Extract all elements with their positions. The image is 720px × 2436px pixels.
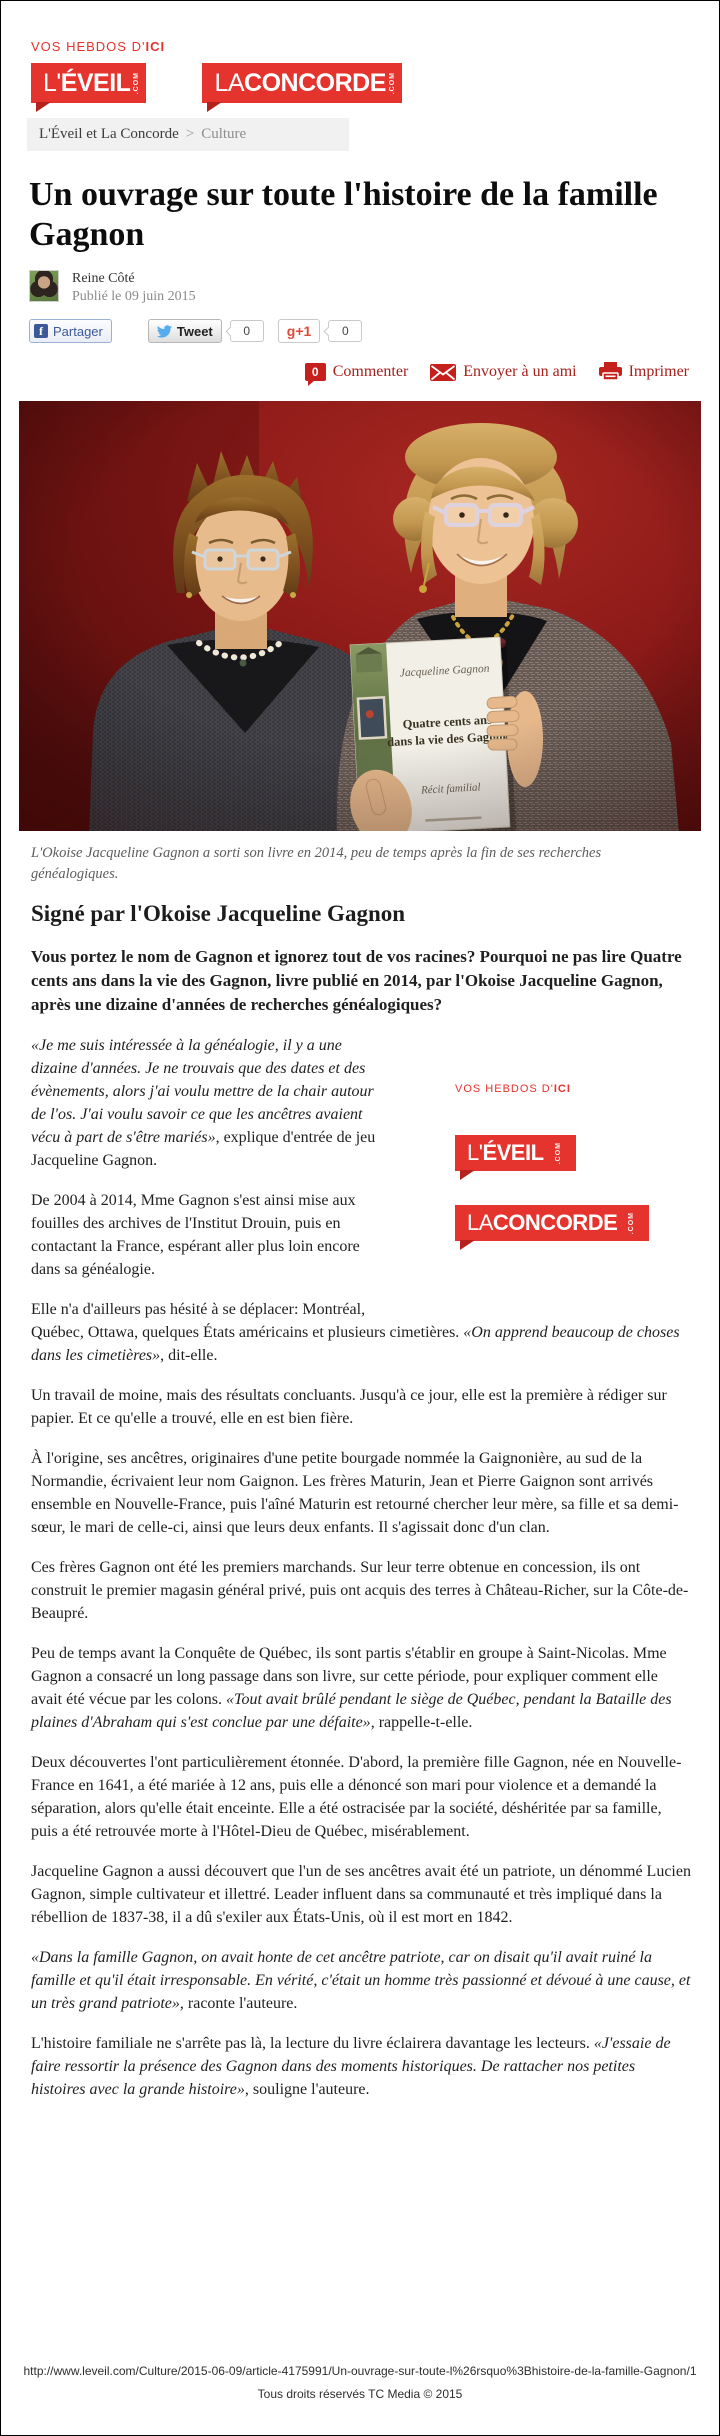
gplus-button[interactable]: g +1 xyxy=(278,319,321,343)
logo-row xyxy=(31,63,719,103)
paragraph: Deux découvertes l'ont particulièrement étonnée. D'abord, la première fille Gagnon, née en Nouvelle-France en 1641, a été mariée à 12 ans, puis elle a dénoncé son mari pour violence et a demandé la séparation, alors qu'elle était enceinte. Elle a été ostracisée par la société, déshéritée par sa famille, puis a été retrouvée morte à l'Hôtel-Dieu de Québec, misérablement. xyxy=(31,1754,682,1841)
breadcrumb xyxy=(27,118,349,151)
paragraph: Peu de temps avant la Conquête de Québec, ils sont partis s'établir en groupe à Saint-Nicolas. Mme Gagnon a consacré un long passage dans son livre, sur cette période, pour expliquer comment elle avait été vécue par les colons. «Tout avait brûlé pendant le siège de Québec, pendant la Bataille des plaines d'Abraham qui s'est conclue par une défaite», rappelle-t-elle. xyxy=(31,1645,672,1732)
paragraph: L'histoire familiale ne s'arrête pas là, la lecture du livre éclairera davantage les lecteurs. «J'essaie de faire ressortir la présence des Gagnon dans des moments historiques. De rattacher nos petites histoires avec la grande histoire», souligne l'auteure. xyxy=(31,2035,671,2099)
paragraph: Jacqueline Gagnon a aussi découvert que l'un de ses ancêtres avait été un patriote, un dénommé Lucien Gagnon, simple cultivateur et illettré. Leader influent dans sa communauté et très impliqué dans la rébellion de 1837-38, il a dû s'exiler aux États-Unis, où il est mort en 1842. xyxy=(31,1863,691,1927)
envelope-icon xyxy=(430,364,456,381)
ad-leveil-logo[interactable]: L'ÉVEIL .COM xyxy=(455,1135,576,1171)
source-url: http://www.leveil.com/Culture/2015-06-09/article-4175991/Un-ouvrage-sur-toute-l%26rsquo%3Bhistoire-de-la-famille-Gagnon/1 xyxy=(23,2364,697,2378)
brand-tagline: VOS HEBDOS D'ICI xyxy=(31,39,166,54)
article-photo xyxy=(19,401,701,831)
publish-date: Publié le 09 juin 2015 xyxy=(72,289,196,305)
article-actions xyxy=(29,362,689,382)
ad-laconcorde-logo[interactable]: LACONCORDE .COM xyxy=(455,1205,649,1241)
paragraph: Un travail de moine, mais des résultats concluants. Jusqu'à ce jour, elle est la première à rédiger sur papier. Et ce qu'elle a trouvé, elle en est bien fière. xyxy=(31,1387,667,1428)
paragraph: Elle n'a d'ailleurs pas hésité à se déplacer: Montréal, Québec, Ottawa, quelques États américains et plusieurs cimetières. «On apprend beaucoup de choses dans les cimetières», dit-elle. xyxy=(31,1301,680,1365)
sidebar-ad[interactable] xyxy=(391,1034,691,1306)
print-button[interactable]: Imprimer xyxy=(599,362,689,382)
ad-brand-tagline: VOS HEBDOS D'ICI xyxy=(455,1083,571,1096)
article-subheading: Signé par l'Okoise Jacqueline Gagnon xyxy=(31,901,406,927)
breadcrumb-site-link[interactable]: L'Éveil et La Concorde xyxy=(39,126,179,142)
photo-caption: L'Okoise Jacqueline Gagnon a sorti son livre en 2014, peu de temps après la fin de ses recherches généalogiques. xyxy=(31,845,602,883)
tweet-count[interactable]: 0 xyxy=(230,320,264,342)
tweet-button[interactable]: Tweet xyxy=(148,319,222,343)
author-name: Reine Côté xyxy=(72,270,135,286)
page-fold-icon xyxy=(460,1240,475,1250)
paragraph: «Je me suis intéressée à la généalogie, il y a une dizaine d'années. Je ne trouvais que des dates et des évènements, alors j'ai voulu mettre de la chair autour de l'os. J'ai voulu savoir ce que les ancêtres avaient vécu à part de s'être mariés», explique d'entrée de jeu Jacqueline Gagnon. xyxy=(31,1037,376,1170)
page-fold-icon xyxy=(36,102,51,112)
byline xyxy=(29,270,691,308)
twitter-bird-icon xyxy=(157,325,172,338)
gplus-icon: g xyxy=(286,323,296,340)
leveil-logo[interactable]: L'ÉVEIL .COM xyxy=(31,63,146,103)
facebook-share-button[interactable]: f Partager xyxy=(29,319,112,343)
page-title: Un ouvrage sur toute l'histoire de la famille Gagnon xyxy=(29,176,658,253)
printer-icon xyxy=(599,362,622,382)
masthead xyxy=(1,1,719,103)
article-body xyxy=(31,945,691,2118)
copyright: Tous droits réservés TC Media © 2015 xyxy=(257,2387,463,2401)
paragraph: «Dans la famille Gagnon, on avait honte de cet ancêtre patriote, car on disait qu'il avait ruiné la famille et qu'il était irresponsable. En vérité, c'était un homme très passionné et dévoué à une cause, et un très grand patriote», raconte l'auteure. xyxy=(31,1949,691,2013)
article-lead xyxy=(31,945,691,1017)
email-button[interactable]: Envoyer à un ami xyxy=(430,363,576,381)
breadcrumb-separator: > xyxy=(185,126,195,142)
comment-bubble-icon: 0 xyxy=(305,363,326,381)
facebook-icon: f xyxy=(34,324,48,338)
gplus-count[interactable]: 0 xyxy=(328,320,362,342)
page-fold-icon xyxy=(207,102,222,112)
comment-button[interactable]: 0 Commenter xyxy=(305,363,409,381)
author-avatar xyxy=(29,270,59,302)
laconcorde-logo[interactable]: LACONCORDE .COM xyxy=(202,63,401,103)
paragraph: Ces frères Gagnon ont été les premiers marchands. Sur leur terre obtenue en concession, ils ont construit le premier magasin général privé, puis ont acquis des terres à Château-Richer, sur la Côte-de-Beaupré. xyxy=(31,1559,689,1623)
print-footer xyxy=(1,2364,719,2435)
photo-two-women-with-book xyxy=(19,401,701,831)
share-row xyxy=(29,320,691,342)
paragraph: Vous portez le nom de Gagnon et ignorez tout de vos racines? Pourquoi ne pas lire Quatre cents ans dans la vie des Gagnon, livre publié en 2014, par l'Okoise Jacqueline Gagnon, après une dizaine d'années de recherches généalogiques? xyxy=(31,947,682,1015)
breadcrumb-section-link[interactable]: Culture xyxy=(201,126,247,142)
article-rest xyxy=(31,1034,691,2101)
page-fold-icon xyxy=(460,1170,475,1180)
paragraph: À l'origine, ses ancêtres, originaires d'une petite bourgade nommée la Gaignonière, au sud de la Normandie, écrivaient leur nom Gaignon. Les frères Maturin, Jean et Pierre Gaignon sont arrivés ensemble en Nouvelle-France, puis l'aîné Maturin est retourné chercher leur mère, sa fille et sa demi-sœur, le mari de celle-ci, ainsi que leurs deux enfants. Il s'agissait donc d'un clan. xyxy=(31,1450,679,1537)
paragraph: De 2004 à 2014, Mme Gagnon s'est ainsi mise aux fouilles des archives de l'Institut Drouin, puis en contactant la France, espérant aller plus loin encore dans sa généalogie. xyxy=(31,1192,360,1279)
